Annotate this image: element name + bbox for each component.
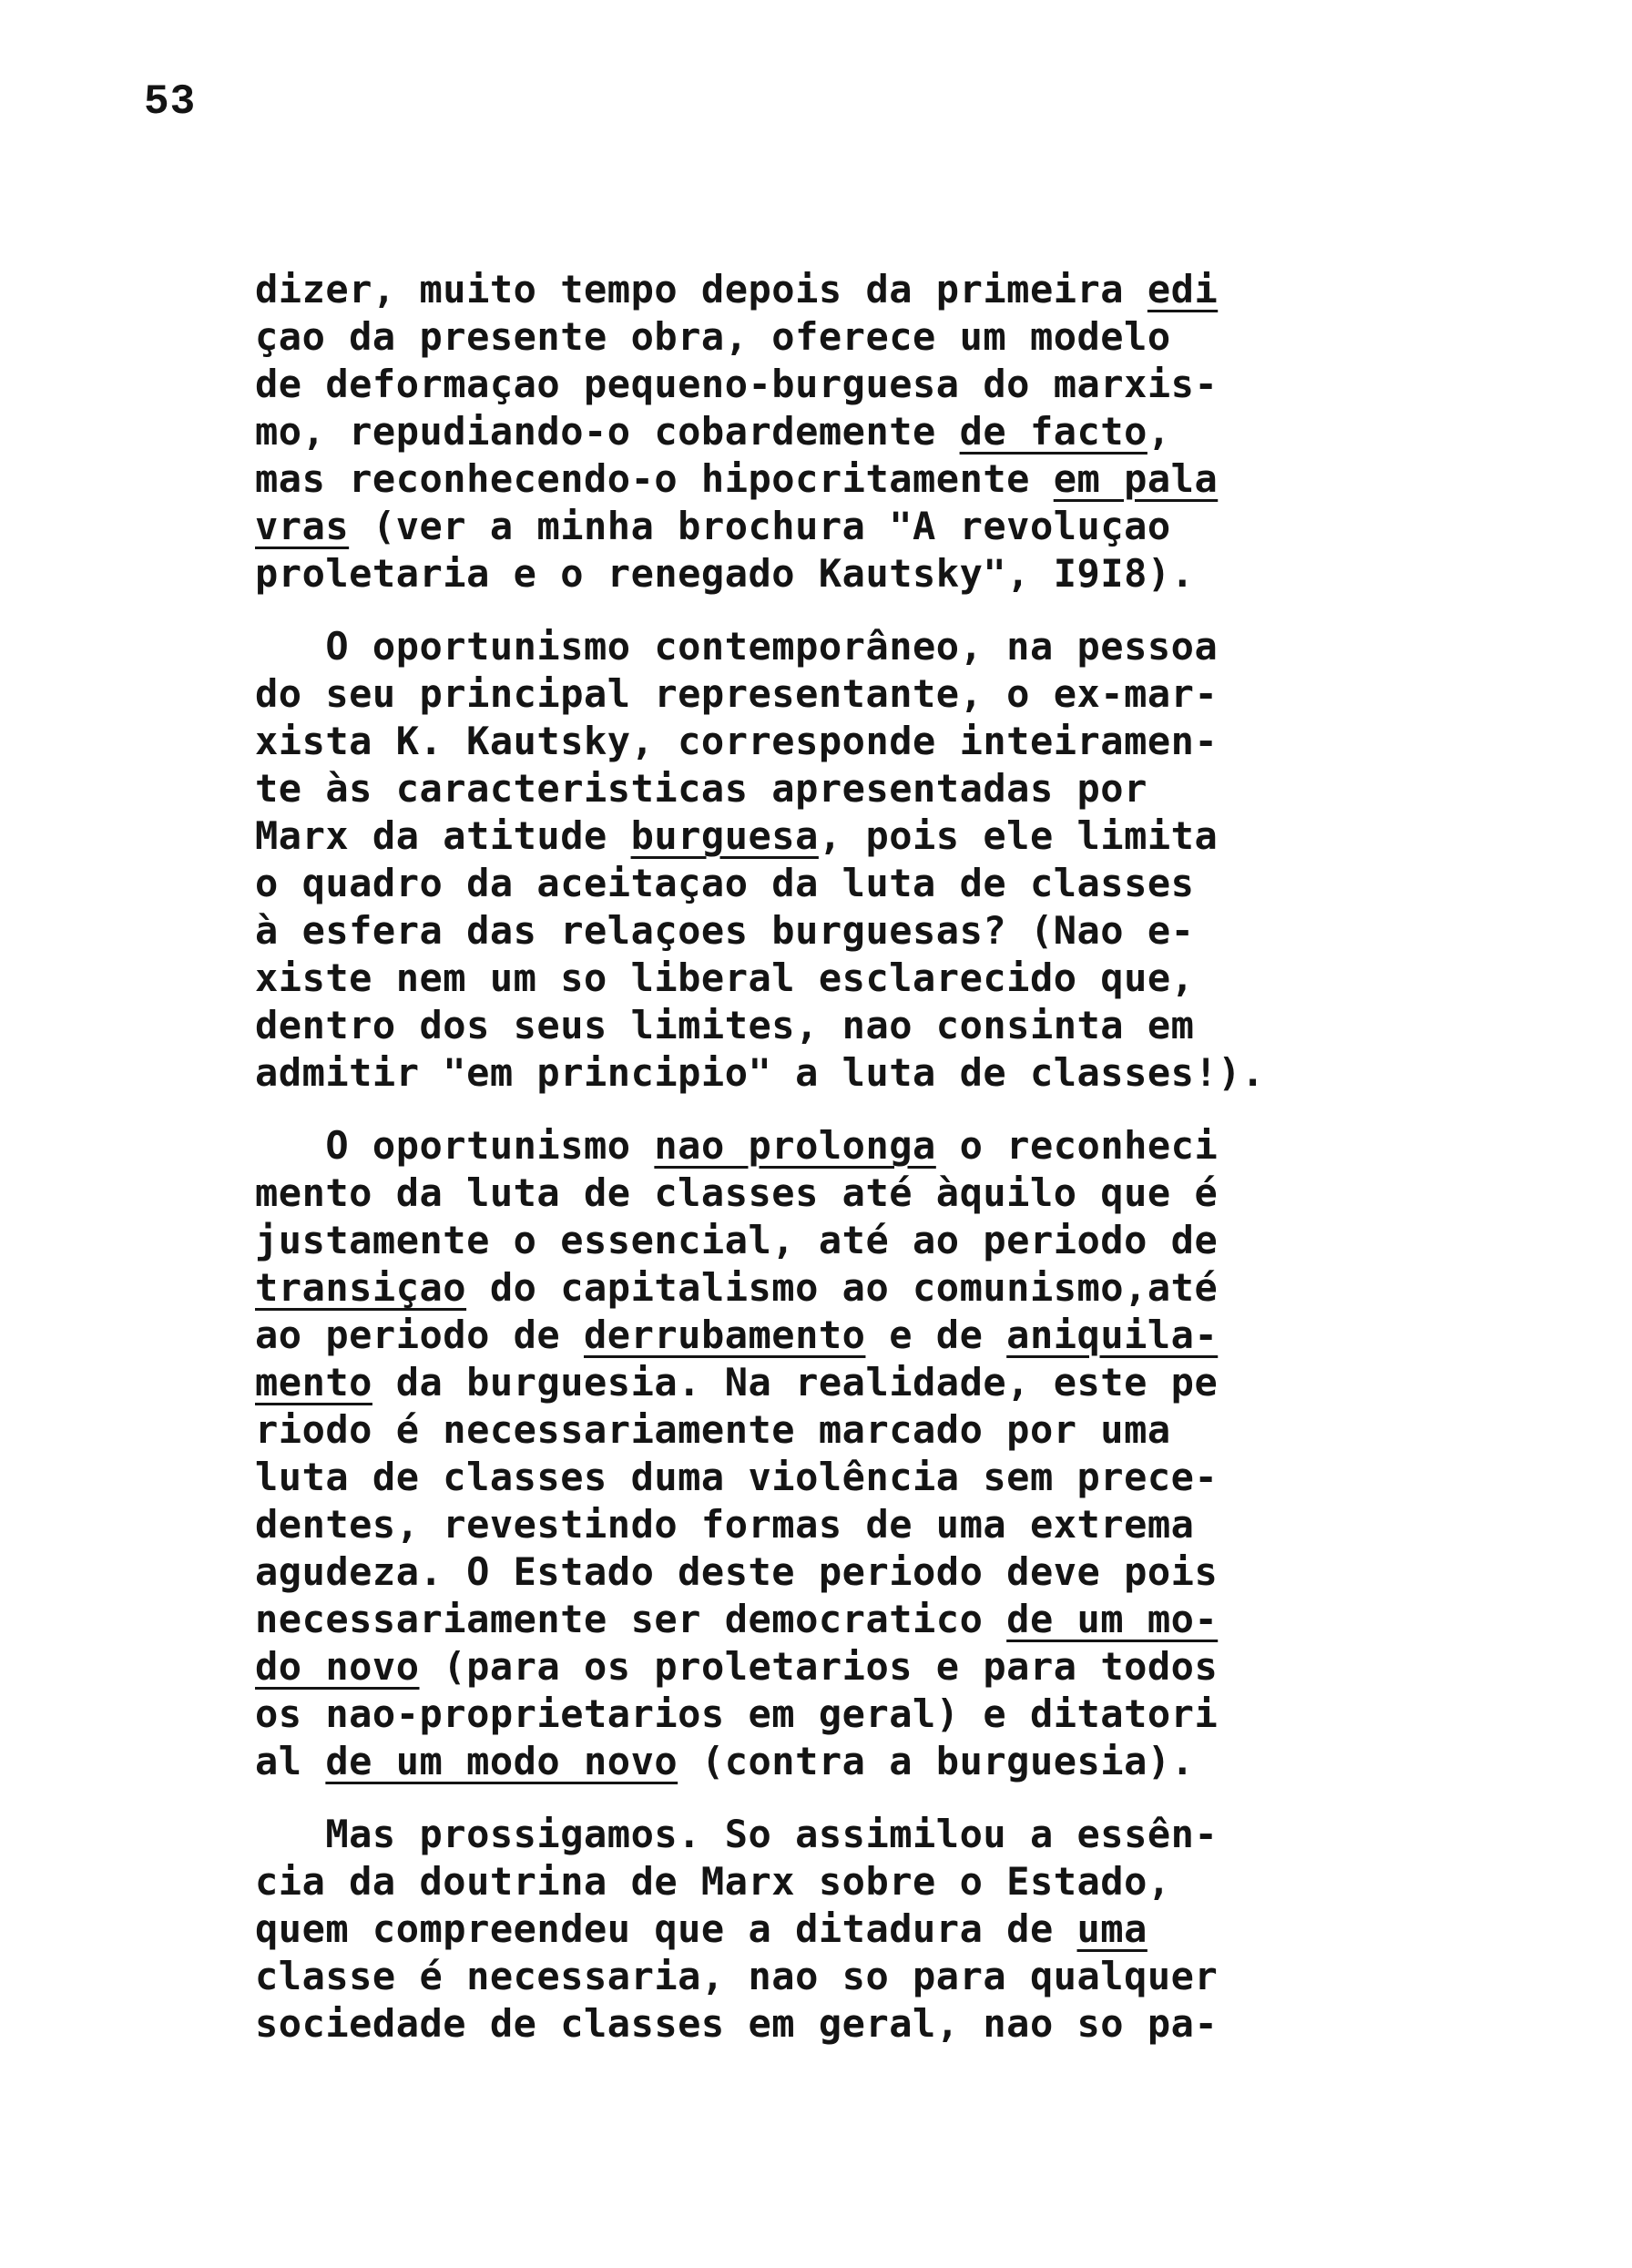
underlined-phrase: vras (255, 504, 350, 548)
text-line (255, 1049, 1439, 1097)
text-line (255, 670, 1439, 718)
text-segment: da burguesia. Na realidade, este pe (372, 1360, 1219, 1405)
text-line (255, 907, 1439, 955)
text-segment: al (255, 1739, 326, 1783)
text-segment: os nao-proprietarios em geral) e ditatori (255, 1691, 1219, 1736)
text-line (255, 765, 1439, 812)
text-segment: dentes, revestindo formas de uma extrema (255, 1502, 1195, 1547)
text-segment: mento da luta de classes até àquilo que é (255, 1170, 1219, 1215)
text-line (255, 955, 1439, 1002)
text-line (255, 1905, 1439, 1953)
text-line (255, 1738, 1439, 1785)
text-line (255, 2000, 1439, 2048)
paragraph (255, 266, 1439, 598)
text-segment: te às caracteristicas apresentadas por (255, 766, 1148, 811)
text-line (255, 408, 1439, 455)
text-line (255, 266, 1439, 313)
text-segment: ao periodo de (255, 1313, 585, 1357)
text-segment: justamente o essencial, até ao periodo de (255, 1218, 1219, 1262)
text-segment: necessariamente ser democratico (255, 1597, 1007, 1641)
text-segment: do seu principal representante, o ex-mar- (255, 671, 1219, 716)
underlined-phrase: uma (1076, 1906, 1148, 1951)
text-line (255, 1217, 1439, 1264)
paragraph (255, 623, 1439, 1097)
text-segment: , pois ele limita (818, 813, 1219, 858)
text-line (255, 623, 1439, 670)
underlined-phrase: nao prolonga (654, 1123, 936, 1168)
text-line (255, 812, 1439, 860)
text-segment: mo, repudiando-o cobardemente (255, 409, 960, 454)
text-line (255, 1264, 1439, 1312)
text-segment: do capitalismo ao comunismo,até (466, 1265, 1219, 1310)
paragraph (255, 1811, 1439, 2048)
text-segment: dentro dos seus limites, nao consinta em (255, 1003, 1195, 1047)
text-segment: o quadro da aceitaçao da luta de classes (255, 861, 1195, 905)
text-line (255, 860, 1439, 907)
text-segment: riodo é necessariamente marcado por uma (255, 1407, 1171, 1452)
text-line (255, 1312, 1439, 1359)
underlined-phrase: mento (255, 1360, 372, 1405)
page-number: 53 (144, 78, 197, 126)
text-segment: dizer, muito tempo depois da primeira (255, 267, 1148, 312)
text-line (255, 1548, 1439, 1596)
paragraph (255, 1122, 1439, 1785)
underlined-phrase: de um mo- (1006, 1597, 1219, 1641)
underlined-phrase: aniquila- (1006, 1313, 1219, 1357)
text-segment: xista K. Kautsky, corresponde inteiramen- (255, 719, 1219, 763)
text-segment: sociedade de classes em geral, nao so pa- (255, 2001, 1219, 2046)
underlined-phrase: do novo (255, 1644, 420, 1689)
text-line (255, 1359, 1439, 1406)
text-segment: (contra a burguesia). (678, 1739, 1195, 1783)
underlined-phrase: de facto (959, 409, 1148, 454)
text-segment: luta de classes duma violência sem prece- (255, 1455, 1219, 1499)
text-line (255, 361, 1439, 408)
text-segment: à esfera das relaçoes burguesas? (Nao e- (255, 908, 1195, 953)
typed-body (255, 266, 1439, 2048)
text-line (255, 1501, 1439, 1548)
text-segment: de deformaçao pequeno-burguesa do marxis- (255, 362, 1219, 406)
text-line (255, 1643, 1439, 1691)
text-segment: O oportunismo (255, 1123, 655, 1168)
text-segment: çao da presente obra, oferece um modelo (255, 314, 1171, 359)
text-segment: O oportunismo contemporâneo, na pessoa (255, 624, 1219, 669)
text-segment: mas reconhecendo-o hipocritamente (255, 456, 1054, 501)
text-line (255, 718, 1439, 765)
text-line (255, 1858, 1439, 1905)
text-segment: proletaria e o renegado Kautsky", I9I8). (255, 551, 1195, 596)
text-line (255, 1811, 1439, 1858)
text-segment: o reconheci (935, 1123, 1219, 1168)
text-segment: cia da doutrina de Marx sobre o Estado, (255, 1859, 1171, 1904)
text-segment: Mas prossigamos. So assimilou a essên- (255, 1812, 1219, 1856)
underlined-phrase: transiçao (255, 1265, 467, 1310)
text-line (255, 1002, 1439, 1049)
text-line (255, 1596, 1439, 1643)
text-line (255, 1122, 1439, 1170)
underlined-phrase: em pala (1053, 456, 1219, 501)
underlined-phrase: burguesa (630, 813, 819, 858)
text-line (255, 1406, 1439, 1454)
text-segment: , (1147, 409, 1171, 454)
text-line (255, 1454, 1439, 1501)
text-segment: e de (865, 1313, 1007, 1357)
underlined-phrase: derrubamento (584, 1313, 866, 1357)
text-segment: admitir "em principio" a luta de classes!). (255, 1050, 1265, 1095)
text-segment: Marx da atitude (255, 813, 631, 858)
text-line (255, 313, 1439, 361)
underlined-phrase: de um modo novo (325, 1739, 678, 1783)
text-line (255, 455, 1439, 503)
text-segment: quem compreendeu que a ditadura de (255, 1906, 1077, 1951)
text-line (255, 1691, 1439, 1738)
text-segment: agudeza. O Estado deste periodo deve pois (255, 1549, 1219, 1594)
text-segment: xiste nem um so liberal esclarecido que, (255, 955, 1195, 1000)
text-line (255, 550, 1439, 598)
text-line (255, 1170, 1439, 1217)
text-segment: (para os proletarios e para todos (419, 1644, 1219, 1689)
underlined-phrase: edi (1147, 267, 1219, 312)
text-line (255, 503, 1439, 550)
text-segment: classe é necessaria, nao so para qualquer (255, 1954, 1219, 1998)
text-segment: (ver a minha brochura "A revoluçao (349, 504, 1171, 548)
text-line (255, 1953, 1439, 2000)
